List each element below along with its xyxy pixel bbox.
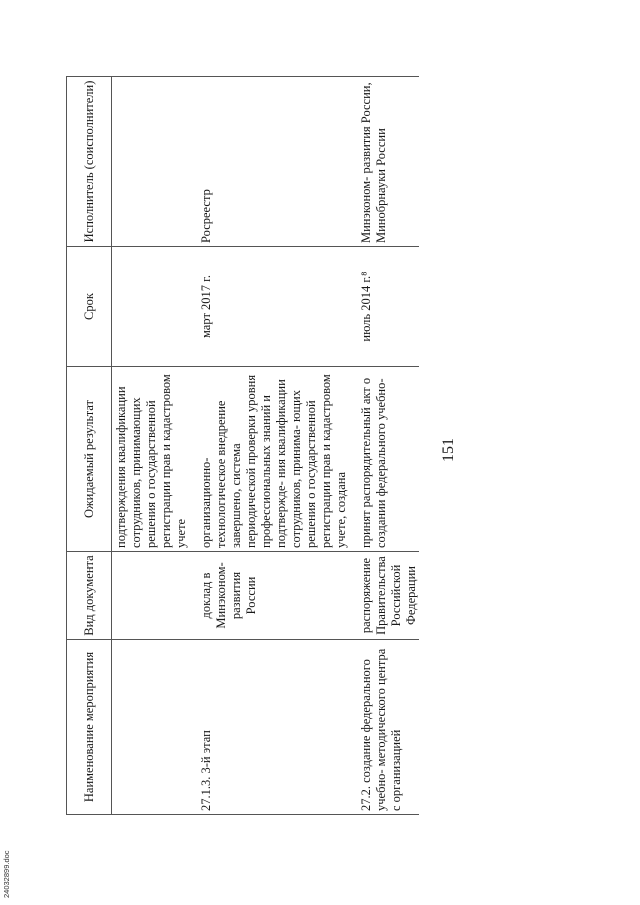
table-header-row (67, 77, 112, 815)
cell-executor: Росреестр (199, 77, 359, 247)
cell-result: организационно- технологическое внедрение завершено, система периодической проверки уровня профессиональных знаний и подтвержде- ния квалификации сотрудников, принима- ющих решения о государственной регистрации прав и кадастровом учете, создана (199, 367, 359, 552)
table-row (199, 77, 359, 815)
cell-deadline (112, 247, 200, 367)
cell-doc-type: распоряжение Правительства Российской Федерации (359, 552, 419, 640)
cell-result: подтверждения квалификации сотрудников, принимающих решения о государственной регистрации прав и кадастровом учете (112, 367, 200, 552)
column-header-executor: Исполнитель (соисполнители) (67, 77, 112, 247)
cell-deadline: июль 2014 г.⁸ (359, 247, 419, 367)
cell-name: 27.2. создание федерального учебно- методического центра с организацией (359, 640, 419, 815)
cell-name: 27.1.3. 3-й этап (199, 640, 359, 815)
column-header-name: Наименование мероприятия (67, 640, 112, 815)
cell-name (112, 640, 200, 815)
table-row (112, 77, 200, 815)
cell-result: принят распорядительный акт о создании федерального учебно- (359, 367, 419, 552)
column-header-doc-type: Вид документа (67, 552, 112, 640)
footer-filename: 24032899.doc (2, 850, 11, 898)
page-number: 151 (440, 438, 457, 462)
column-header-result: Ожидаемый результат (67, 367, 112, 552)
table-row (359, 77, 419, 815)
cell-executor (112, 77, 200, 247)
cell-doc-type (112, 552, 200, 640)
cell-doc-type: доклад в Минэконом- развития России (199, 552, 359, 640)
cell-executor: Минэконом- развития России, Минобрнауки России (359, 77, 419, 247)
measures-table (66, 76, 419, 815)
column-header-deadline: Срок (67, 247, 112, 367)
cell-deadline: март 2017 г. (199, 247, 359, 367)
